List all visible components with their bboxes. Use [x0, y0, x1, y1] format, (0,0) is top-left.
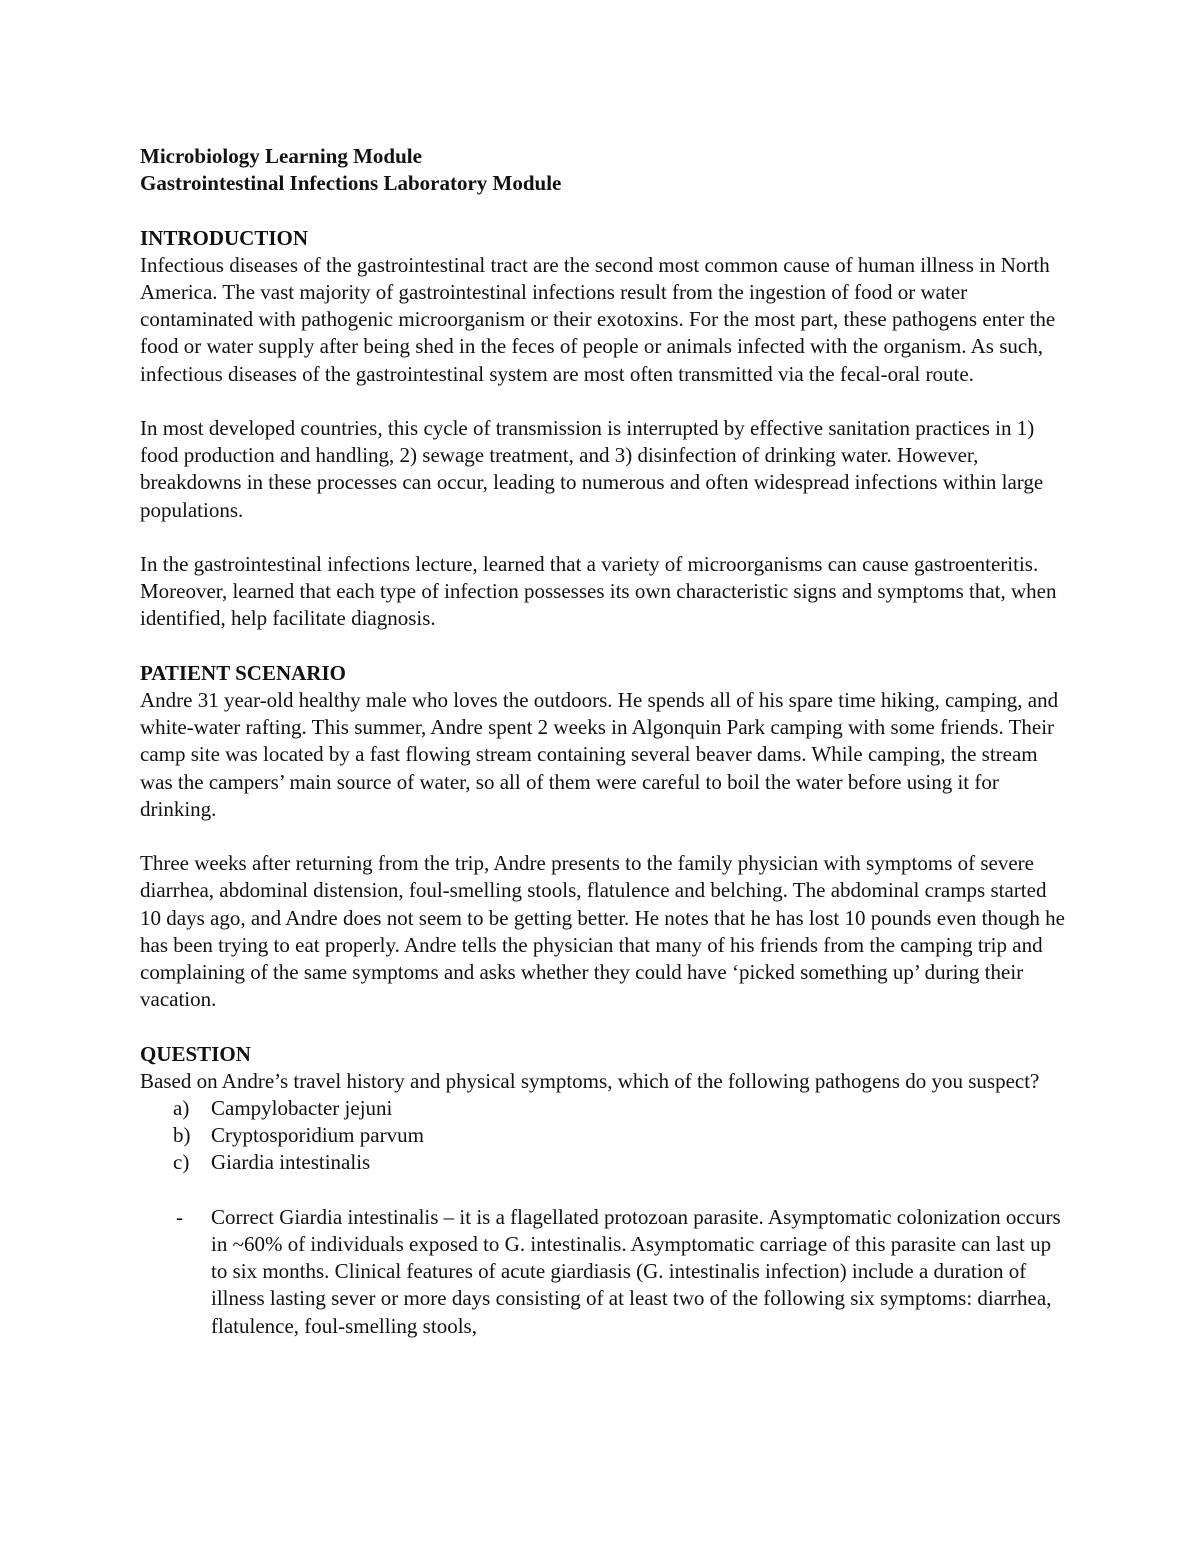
spacer — [140, 197, 1070, 224]
answer-explanation — [140, 1204, 1070, 1340]
list-item — [140, 1095, 1070, 1122]
paragraph: Infectious diseases of the gastrointestinal tract are the second most common cause of human illness in North America. The vast majority of gastrointestinal infections result from the ingestion of food or water contaminated with pathogenic microorganism or their exotoxins. For the most part, these pathogens enter the food or water supply after being shed in the feces of people or animals infected with the organism. As such, infectious diseases of the gastrointestinal system are most often transmitted via the fecal-oral route. — [140, 252, 1056, 386]
document-subtitle: Gastrointestinal Infections Laboratory Module — [140, 171, 562, 196]
section-heading: PATIENT SCENARIO — [140, 660, 346, 685]
introduction-section — [140, 225, 1070, 633]
option-text: Campylobacter jejuni — [211, 1096, 393, 1121]
option-marker: b) — [173, 1123, 191, 1148]
bullet-dash: - — [176, 1204, 183, 1229]
section-heading: QUESTION — [140, 1041, 251, 1066]
option-marker: a) — [173, 1096, 190, 1121]
paragraph: Andre 31 year-old healthy male who loves the outdoors. He spends all of his spare time hiking, camping, and white-water rafting. This summer, Andre spent 2 weeks in Algonquin Park camping with some friends. Their camp site was located by a fast flowing stream containing several beaver dams. While camping, the stream was the campers’ main source of water, so all of them were careful to boil the water before using it for drinking. — [140, 688, 1059, 821]
section-heading: INTRODUCTION — [140, 225, 309, 250]
list-item — [140, 1122, 1070, 1149]
paragraph: Three weeks after returning from the trip, Andre presents to the family physician with symptoms of severe diarrhea, abdominal distension, foul-smelling stools, flatulence and belching. The abdominal cramps started 10 days ago, and Andre does not seem to be getting better. He notes that he has lost 10 pounds even though he has been trying to eat properly. Andre tells the physician that many of his friends from the camping trip and complaining of the same symptoms and asks whether they could have ‘picked something up’ during their vacation. — [140, 851, 1065, 1012]
answer-text: Correct Giardia intestinalis – it is a flagellated protozoan parasite. Asymptomatic colonization occurs in ~60% of individuals exposed to G. intestinalis. Asymptomatic carriage of this parasite can last up to six months. Clinical features of acute giardiasis (G. intestinalis infection) include a duration of illness lasting sever or more days consisting of at least two of the following six symptoms: diarrhea, flatulence, foul-smelling stools, — [211, 1204, 1061, 1338]
paragraph: In most developed countries, this cycle of transmission is interrupted by effective sanitation practices in 1) food production and handling, 2) sewage treatment, and 3) disinfection of drinking water. However, breakdowns in these processes can occur, leading to numerous and often widespread infections within large populations. — [140, 416, 1044, 522]
question-section — [140, 1041, 1070, 1340]
patient-scenario-section — [140, 660, 1070, 1014]
document-page — [140, 143, 1070, 1340]
paragraph: In the gastrointestinal infections lecture, learned that a variety of microorganisms can cause gastroenteritis. Moreover, learned that each type of infection possesses its own characteristic signs and symptoms that, when identified, help facilitate diagnosis. — [140, 552, 1057, 631]
answer-options — [140, 1095, 1070, 1177]
list-item — [140, 1149, 1070, 1176]
option-text: Cryptosporidium parvum — [211, 1123, 424, 1148]
spacer — [140, 1177, 1070, 1204]
option-text: Giardia intestinalis — [211, 1150, 371, 1175]
question-prompt: Based on Andre’s travel history and physical symptoms, which of the following pathogens do you suspect? — [140, 1068, 1040, 1093]
document-title: Microbiology Learning Module — [140, 144, 422, 168]
option-marker: c) — [173, 1150, 190, 1175]
